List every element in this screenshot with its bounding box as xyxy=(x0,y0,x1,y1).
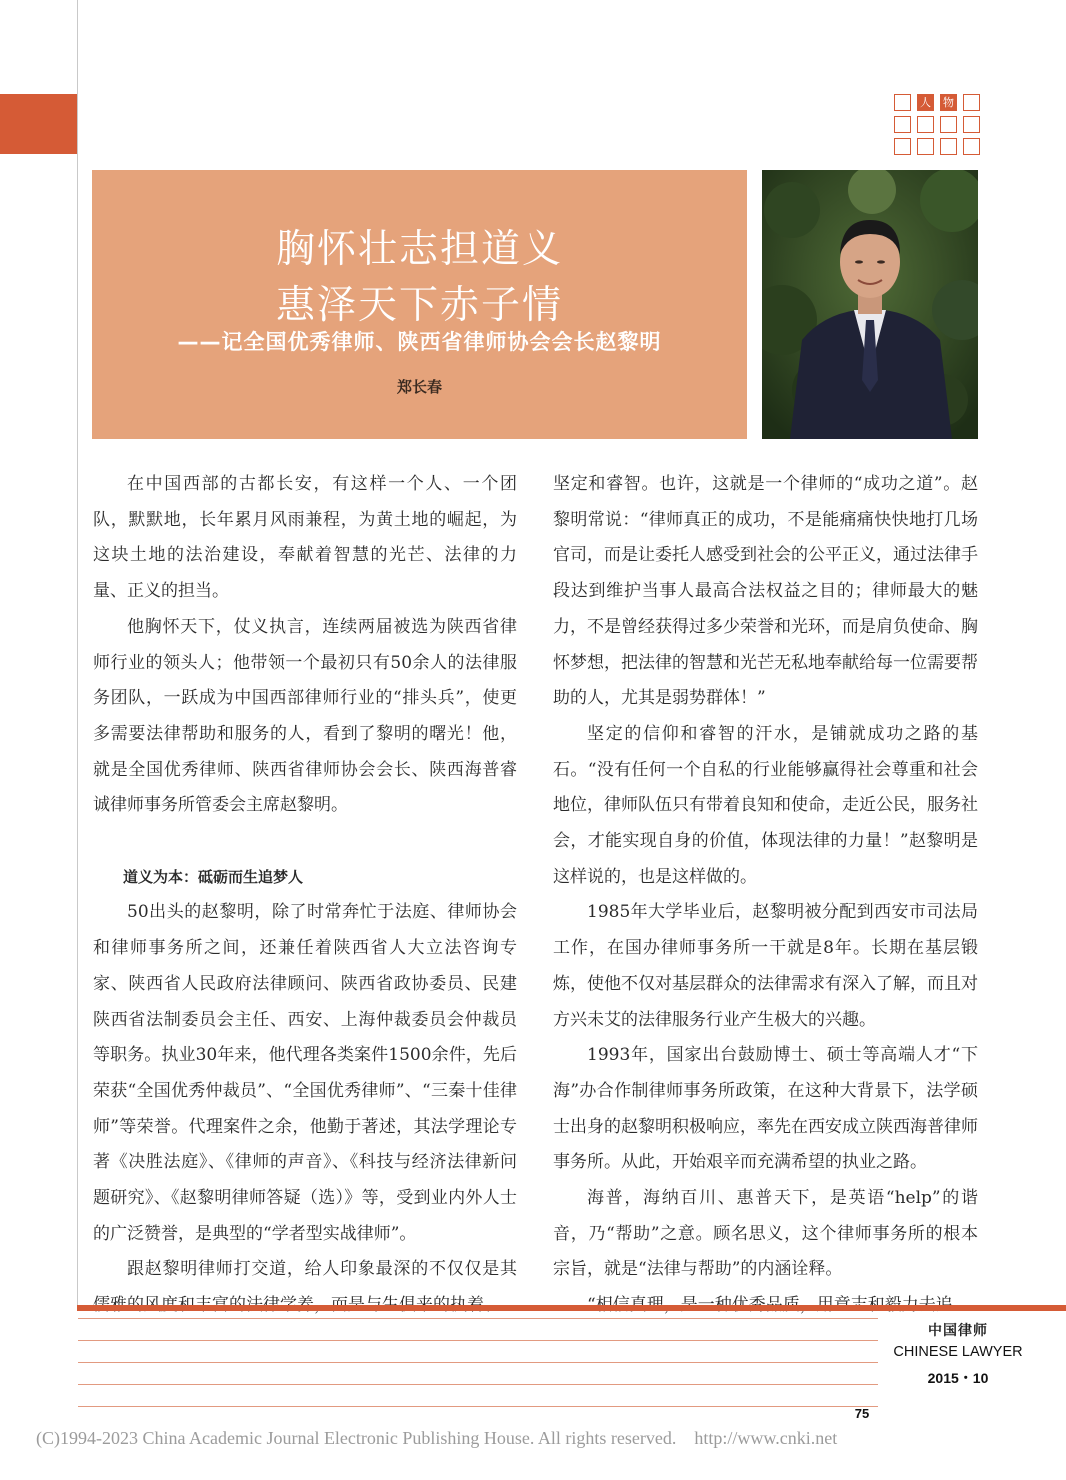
article-title-line-1: 胸怀壮志担道义 xyxy=(275,227,563,272)
section-tag-grid xyxy=(894,94,980,156)
copyright-notice: (C)1994-2023 China Academic Journal Electronic Publishing House. All rights reserved. http://www.cnki.net xyxy=(36,1428,838,1448)
paragraph: 跟赵黎明律师打交道，给人印象最深的不仅仅是其 xyxy=(127,1259,517,1280)
paragraph: 1985年大学毕业后，赵黎明被分配到西安市司法局工作，在国办律师事务所一干就是8年。长期在基层锻炼，使他不仅对基层群众的法律需求有深入了解，而且对方兴未艾的法律服务行业产生极大的兴趣。 xyxy=(553,902,978,1030)
magazine-name-en: CHINESE LAWYER xyxy=(893,1344,1023,1360)
section-label-2: 物 xyxy=(940,94,957,111)
section-label-1: 人 xyxy=(917,94,934,111)
title-panel xyxy=(92,170,747,439)
magazine-name-cn: 中国律师 xyxy=(928,1323,988,1339)
accent-bar xyxy=(0,94,78,154)
body-column-right xyxy=(553,467,978,1324)
paragraph: 坚定的信仰和睿智的汗水，是铺就成功之路的基石。“没有任何一个自私的行业能够赢得社会尊重和社会地位，律师队伍只有带着良知和使命，走近公民，服务社会，才能实现自身的价值，体现法律的力量！”赵黎明是这样说的，也是这样做的。 xyxy=(553,723,978,887)
footer-line xyxy=(78,1318,878,1319)
paragraph: 50出头的赵黎明，除了时常奔忙于法庭、律师协会和律师事务所之间，还兼任着陕西省人大立法咨询专家、陕西省人民政府法律顾问、陕西省政协委员、民建陕西省法制委员会主任、西安、上海仲裁委员会仲裁员等职务。执业30年来，他代理各类案件1500余件，先后荣获“全国优秀仲裁员”、“全国优秀律师”、“三秦十佳律师”等荣誉。代理案件之余，他勤于著述，其法学理论专著《决胜法庭》、《律师的声音》、《科技与经济法律新问题研究》、《赵黎明律师答疑（选）》等，受到业内外人士的广泛赞誉，是典型的“学者型实战律师”。 xyxy=(93,902,517,1244)
article-subtitle: ——记全国优秀律师、陕西省律师协会会长赵黎明 xyxy=(177,330,662,354)
page-number: 75 xyxy=(854,1406,870,1421)
section-heading: 道义为本：砥砺而生追梦人 xyxy=(123,867,304,886)
footer-line xyxy=(78,1406,878,1407)
paragraph: 他胸怀天下，仗义执言，连续两届被选为陕西省律师行业的领头人；他带领一个最初只有50余人的法律服务团队，一跃成为中国西部律师行业的“排头兵”，使更多需要法律帮助和服务的人，看到了黎明的曙光！他，就是全国优秀律师、陕西省律师协会会长、陕西海普睿诚律师事务所管委会主席赵黎明。 xyxy=(93,616,517,816)
issue-number: 2015・10 xyxy=(927,1370,989,1386)
body-column-left xyxy=(93,467,517,1324)
footer-line xyxy=(78,1362,878,1363)
footer-line xyxy=(78,1384,878,1385)
paragraph: 在中国西部的古都长安，有这样一个人、一个团队，默默地，长年累月风雨兼程，为黄土地的崛起，为这块土地的法治建设，奉献着智慧的光芒、法律的力量、正义的担当。 xyxy=(93,474,517,602)
margin-line xyxy=(77,0,78,1307)
article-title-line-2: 惠泽天下赤子情 xyxy=(275,283,563,328)
article-author: 郑长春 xyxy=(396,378,442,396)
footer-rule xyxy=(77,1305,1066,1311)
portrait-photo xyxy=(762,170,978,439)
paragraph: 1993年，国家出台鼓励博士、硕士等高端人才“下海”办合作制律师事务所政策，在这种大背景下，法学硕士出身的赵黎明积极响应，率先在西安成立陕西海普律师事务所。从此，开始艰辛而充满希望的执业之路。 xyxy=(553,1045,978,1173)
paragraph: 坚定和睿智。也许，这就是一个律师的“成功之道”。赵黎明常说：“律师真正的成功，不是能痛痛快快地打几场官司，而是让委托人感受到社会的公平正义，通过法律手段达到维护当事人最高合法权益之目的；律师最大的魅力，不是曾经获得过多少荣誉和光环，而是肩负使命、胸怀梦想，把法律的智慧和光芒无私地奉献给每一位需要帮助的人，尤其是弱势群体！” xyxy=(553,474,978,709)
paragraph: 海普，海纳百川、惠普天下，是英语“help”的谐音，乃“帮助”之意。顾名思义，这个律师事务所的根本宗旨，就是“法律与帮助”的内涵诠释。 xyxy=(553,1188,978,1280)
footer-line xyxy=(78,1340,878,1341)
